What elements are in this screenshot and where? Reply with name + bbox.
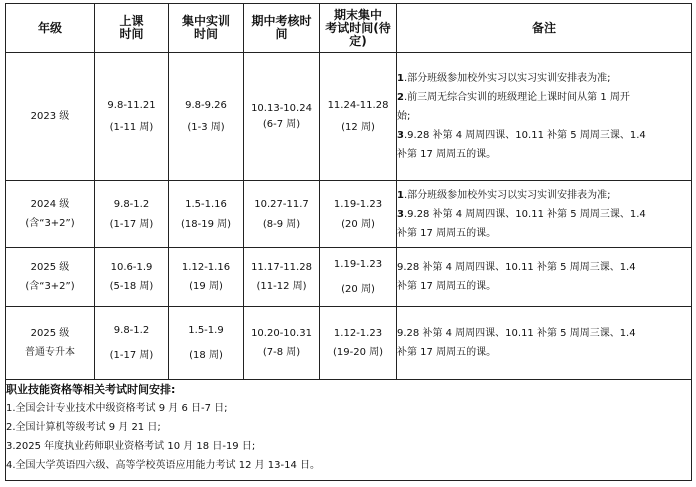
note-line: 3.9.28 补第 4 周周四课、10.11 补第 5 周周三课、1.4 bbox=[397, 208, 646, 220]
final-exam-time-cell: 1.12-1.23 (19-20 周) bbox=[320, 307, 397, 380]
remarks-cell bbox=[397, 53, 692, 181]
exam-arrangements bbox=[6, 380, 692, 481]
header-remarks: 备注 bbox=[397, 4, 692, 53]
midterm-time-cell: 10.27-11.7 (8-9 周) bbox=[244, 181, 320, 248]
note-line: 2.前三周无综合实训的班级理论上课时间从第 1 周开 bbox=[397, 92, 630, 103]
note-line: 3.9.28 补第 4 周周四课、10.11 补第 5 周周三课、1.4 bbox=[397, 130, 646, 141]
header-training-time: 集中实训 时间 bbox=[169, 4, 244, 53]
grade-cell: 2023 级 bbox=[6, 53, 95, 181]
footer-row bbox=[6, 380, 692, 481]
note-line: 补第 17 周周五的课。 bbox=[397, 227, 497, 239]
final-exam-time-cell: 1.19-1.23 (20 周) bbox=[320, 181, 397, 248]
note-line: 9.28 补第 4 周周四课、10.11 补第 5 周周三课、1.4 bbox=[397, 328, 636, 339]
header-row bbox=[6, 4, 692, 53]
class-time-cell: 10.6-1.9 (5-18 周) bbox=[95, 248, 169, 307]
class-time-cell: 9.8-1.2 (1-17 周) bbox=[95, 307, 169, 380]
header-grade: 年级 bbox=[6, 4, 95, 53]
note-line: 补第 17 周周五的课。 bbox=[397, 281, 497, 292]
table-row bbox=[6, 307, 692, 380]
footer-item: 1.全国会计专业技术中级资格考试 9 月 6 日-7 日; bbox=[6, 403, 228, 414]
table-row bbox=[6, 248, 692, 307]
training-time-cell: 9.8-9.26 (1-3 周) bbox=[169, 53, 244, 181]
grade-cell: 2025 级 普通专升本 bbox=[6, 307, 95, 380]
header-midterm-time: 期中考核时 间 bbox=[244, 4, 320, 53]
footer-item: 4.全国大学英语四六级、高等学校英语应用能力考试 12 月 13-14 日。 bbox=[6, 460, 321, 471]
class-time-cell: 9.8-11.21 (1-11 周) bbox=[95, 53, 169, 181]
note-line: 补第 17 周周五的课。 bbox=[397, 347, 497, 358]
training-time-cell: 1.12-1.16 (19 周) bbox=[169, 248, 244, 307]
training-time-cell: 1.5-1.9 (18 周) bbox=[169, 307, 244, 380]
grade-cell: 2025 级 (含“3+2”) bbox=[6, 248, 95, 307]
table-row bbox=[6, 53, 692, 181]
midterm-time-cell: 10.13-10.24 (6-7 周) bbox=[244, 53, 320, 181]
final-exam-time-cell: 1.19-1.23 (20 周) bbox=[320, 248, 397, 307]
class-time-cell: 9.8-1.2 (1-17 周) bbox=[95, 181, 169, 248]
training-time-cell: 1.5-1.16 (18-19 周) bbox=[169, 181, 244, 248]
note-line: 补第 17 周周五的课。 bbox=[397, 149, 497, 160]
table-row bbox=[6, 181, 692, 248]
final-exam-time-cell: 11.24-11.28 (12 周) bbox=[320, 53, 397, 181]
footer-item: 3.2025 年度执业药师职业资格考试 10 月 18 日-19 日; bbox=[6, 441, 256, 452]
midterm-time-cell: 11.17-11.28 (11-12 周) bbox=[244, 248, 320, 307]
footer-item: 2.全国计算机等级考试 9 月 21 日; bbox=[6, 422, 161, 433]
midterm-time-cell: 10.20-10.31 (7-8 周) bbox=[244, 307, 320, 380]
footer-title: 职业技能资格等相关考试时间安排: bbox=[6, 383, 176, 396]
note-line: 1.部分班级参加校外实习以实习实训安排表为准; bbox=[397, 189, 611, 201]
schedule-table bbox=[5, 3, 692, 481]
header-class-time: 上课 时间 bbox=[95, 4, 169, 53]
remarks-cell bbox=[397, 248, 692, 307]
note-line: 始; bbox=[397, 111, 411, 122]
remarks-cell bbox=[397, 307, 692, 380]
note-line: 9.28 补第 4 周周四课、10.11 补第 5 周周三课、1.4 bbox=[397, 262, 636, 273]
grade-cell: 2024 级 (含“3+2”) bbox=[6, 181, 95, 248]
header-final-exam-time: 期末集中 考试时间(待 定) bbox=[320, 4, 397, 53]
note-line: 1.部分班级参加校外实习以实习实训安排表为准; bbox=[397, 73, 611, 84]
remarks-cell bbox=[397, 181, 692, 248]
